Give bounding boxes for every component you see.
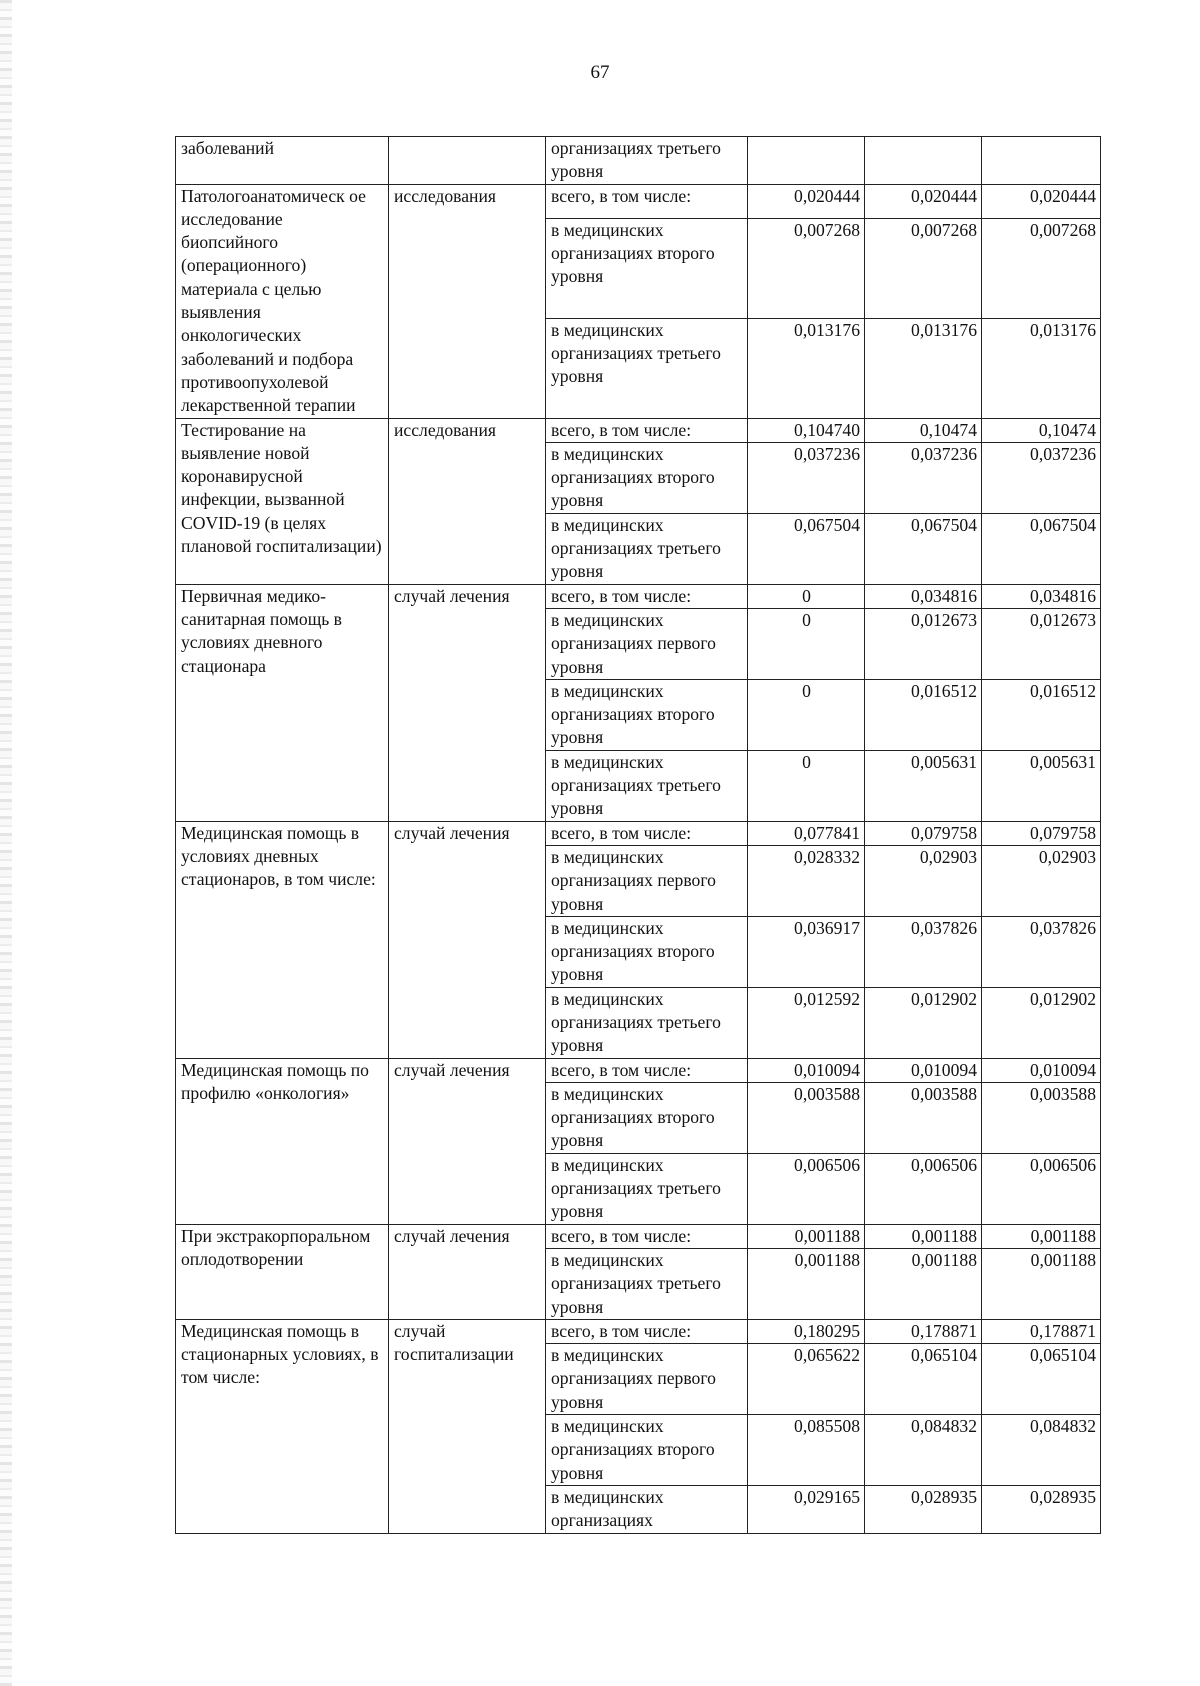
level-label-cell: всего, в том числе: <box>546 821 748 845</box>
care-type-cell: При экстракорпоральном оплодотворении <box>176 1224 389 1319</box>
value-cell-year-2: 0,003588 <box>865 1082 982 1153</box>
level-label-cell: в медицинских организациях второго уровня <box>546 1415 748 1486</box>
value-cell-year-2: 0,079758 <box>865 821 982 845</box>
value-cell-year-3: 0,178871 <box>982 1319 1101 1343</box>
value-cell-year-2: 0,034816 <box>865 584 982 608</box>
value-cell-year-1: 0,012592 <box>748 987 865 1058</box>
scan-edge-artifact <box>0 0 12 1686</box>
value-cell-year-3: 0,013176 <box>982 318 1101 418</box>
level-label-cell: организациях третьего уровня <box>546 137 748 185</box>
level-label-cell: всего, в том числе: <box>546 1058 748 1082</box>
table-row <box>176 418 1101 442</box>
unit-cell: случай лечения <box>389 584 546 821</box>
value-cell-year-1: 0,007268 <box>748 218 865 318</box>
level-label-cell: в медицинских организациях первого уровня <box>546 1344 748 1415</box>
value-cell-year-2: 0,005631 <box>865 750 982 821</box>
table-row <box>176 1224 1101 1248</box>
value-cell-year-3: 0,034816 <box>982 584 1101 608</box>
value-cell-year-1: 0,067504 <box>748 513 865 584</box>
level-label-cell: в медицинских организациях второго уровня <box>546 1082 748 1153</box>
level-label-cell: в медицинских организациях второго уровня <box>546 679 748 750</box>
value-cell-year-2: 0,10474 <box>865 418 982 442</box>
unit-cell: исследования <box>389 418 546 584</box>
unit-cell: случай лечения <box>389 1058 546 1224</box>
level-label-cell: в медицинских организациях третьего уровня <box>546 750 748 821</box>
unit-cell: случай лечения <box>389 821 546 1058</box>
value-cell-year-1: 0 <box>748 608 865 679</box>
value-cell-year-2: 0,178871 <box>865 1319 982 1343</box>
care-type-cell: Медицинская помощь по профилю «онкология» <box>176 1058 389 1224</box>
value-cell-year-1: 0,001188 <box>748 1248 865 1319</box>
value-cell-year-2: 0,013176 <box>865 318 982 418</box>
value-cell-year-3: 0,037236 <box>982 442 1101 513</box>
level-label-cell: в медицинских организациях третьего уровня <box>546 1248 748 1319</box>
value-cell-year-2: 0,012902 <box>865 987 982 1058</box>
value-cell-year-1: 0 <box>748 679 865 750</box>
value-cell-year-1: 0 <box>748 584 865 608</box>
value-cell-year-2: 0,006506 <box>865 1153 982 1224</box>
value-cell-year-2: 0,067504 <box>865 513 982 584</box>
value-cell-year-3: 0,016512 <box>982 679 1101 750</box>
level-label-cell: в медицинских организациях <box>546 1485 748 1533</box>
value-cell-year-3: 0,001188 <box>982 1248 1101 1319</box>
care-type-cell: Патологоанатомическ ое исследование биопсийного (операционного) материала с целью выявления онкологических заболеваний и подбора противоопухолевой лекарственной терапии <box>176 184 389 418</box>
value-cell-year-3: 0,028935 <box>982 1485 1101 1533</box>
level-label-cell: в медицинских организациях второго уровня <box>546 442 748 513</box>
value-cell-year-2: 0,037826 <box>865 916 982 987</box>
page-number: 67 <box>590 62 610 83</box>
value-cell-year-1: 0,077841 <box>748 821 865 845</box>
value-cell-year-1: 0,020444 <box>748 184 865 218</box>
value-cell-year-2: 0,001188 <box>865 1248 982 1319</box>
table-body <box>176 137 1101 1534</box>
level-label-cell: в медицинских организациях второго уровня <box>546 218 748 318</box>
value-cell-year-3: 0,037826 <box>982 916 1101 987</box>
care-type-cell: Первичная медико-санитарная помощь в условиях дневного стационара <box>176 584 389 821</box>
table-row <box>176 137 1101 185</box>
value-cell-year-3: 0,02903 <box>982 845 1101 916</box>
level-label-cell: в медицинских организациях третьего уровня <box>546 1153 748 1224</box>
value-cell-year-3: 0,020444 <box>982 184 1101 218</box>
value-cell-year-2: 0,02903 <box>865 845 982 916</box>
value-cell-year-3: 0,067504 <box>982 513 1101 584</box>
value-cell-year-1: 0,001188 <box>748 1224 865 1248</box>
care-type-cell: Медицинская помощь в условиях дневных стационаров, в том числе: <box>176 821 389 1058</box>
value-cell-year-1: 0,085508 <box>748 1415 865 1486</box>
level-label-cell: в медицинских организациях третьего уровня <box>546 318 748 418</box>
value-cell-year-3: 0,084832 <box>982 1415 1101 1486</box>
value-cell-year-2: 0,001188 <box>865 1224 982 1248</box>
value-cell-year-3: 0,005631 <box>982 750 1101 821</box>
value-cell-year-1: 0,180295 <box>748 1319 865 1343</box>
table-row <box>176 584 1101 608</box>
value-cell-year-2: 0,037236 <box>865 442 982 513</box>
value-cell-year-2: 0,020444 <box>865 184 982 218</box>
care-type-cell: Медицинская помощь в стационарных условиях, в том числе: <box>176 1319 389 1533</box>
table-row <box>176 1058 1101 1082</box>
value-cell-year-3: 0,001188 <box>982 1224 1101 1248</box>
value-cell-year-3: 0,079758 <box>982 821 1101 845</box>
value-cell-year-3: 0,012902 <box>982 987 1101 1058</box>
value-cell-year-2: 0,007268 <box>865 218 982 318</box>
care-type-cell: заболеваний <box>176 137 389 185</box>
level-label-cell: всего, в том числе: <box>546 184 748 218</box>
unit-cell: случай госпитализации <box>389 1319 546 1533</box>
level-label-cell: в медицинских организациях третьего уровня <box>546 513 748 584</box>
care-type-cell: Тестирование на выявление новой коронавирусной инфекции, вызванной COVID-19 (в целях плановой госпитализации) <box>176 418 389 584</box>
value-cell-year-3: 0,003588 <box>982 1082 1101 1153</box>
value-cell-year-1: 0,006506 <box>748 1153 865 1224</box>
value-cell-year-1: 0,028332 <box>748 845 865 916</box>
value-cell-year-1: 0,036917 <box>748 916 865 987</box>
level-label-cell: в медицинских организациях второго уровня <box>546 916 748 987</box>
value-cell-year-2: 0,010094 <box>865 1058 982 1082</box>
table-row <box>176 821 1101 845</box>
table-row <box>176 1319 1101 1343</box>
value-cell-year-1: 0,037236 <box>748 442 865 513</box>
level-label-cell: всего, в том числе: <box>546 418 748 442</box>
value-cell-year-2: 0,065104 <box>865 1344 982 1415</box>
level-label-cell: всего, в том числе: <box>546 584 748 608</box>
level-label-cell: в медицинских организациях первого уровня <box>546 608 748 679</box>
value-cell-year-2: 0,016512 <box>865 679 982 750</box>
value-cell-year-3: 0,007268 <box>982 218 1101 318</box>
value-cell-year-1: 0,065622 <box>748 1344 865 1415</box>
level-label-cell: в медицинских организациях третьего уровня <box>546 987 748 1058</box>
level-label-cell: в медицинских организациях первого уровня <box>546 845 748 916</box>
value-cell-year-2 <box>865 137 982 185</box>
value-cell-year-1: 0,013176 <box>748 318 865 418</box>
value-cell-year-3: 0,012673 <box>982 608 1101 679</box>
value-cell-year-2: 0,012673 <box>865 608 982 679</box>
value-cell-year-1: 0,029165 <box>748 1485 865 1533</box>
value-cell-year-1: 0,104740 <box>748 418 865 442</box>
value-cell-year-3: 0,010094 <box>982 1058 1101 1082</box>
value-cell-year-3: 0,006506 <box>982 1153 1101 1224</box>
value-cell-year-3: 0,10474 <box>982 418 1101 442</box>
level-label-cell: всего, в том числе: <box>546 1224 748 1248</box>
value-cell-year-2: 0,028935 <box>865 1485 982 1533</box>
level-label-cell: всего, в том числе: <box>546 1319 748 1343</box>
unit-cell: исследования <box>389 184 546 418</box>
unit-cell: случай лечения <box>389 1224 546 1319</box>
value-cell-year-1: 0,003588 <box>748 1082 865 1153</box>
value-cell-year-2: 0,084832 <box>865 1415 982 1486</box>
volume-norms-table <box>175 136 1101 1534</box>
value-cell-year-1: 0 <box>748 750 865 821</box>
unit-cell <box>389 137 546 185</box>
value-cell-year-1: 0,010094 <box>748 1058 865 1082</box>
value-cell-year-1 <box>748 137 865 185</box>
table-row <box>176 184 1101 218</box>
value-cell-year-3: 0,065104 <box>982 1344 1101 1415</box>
value-cell-year-3 <box>982 137 1101 185</box>
